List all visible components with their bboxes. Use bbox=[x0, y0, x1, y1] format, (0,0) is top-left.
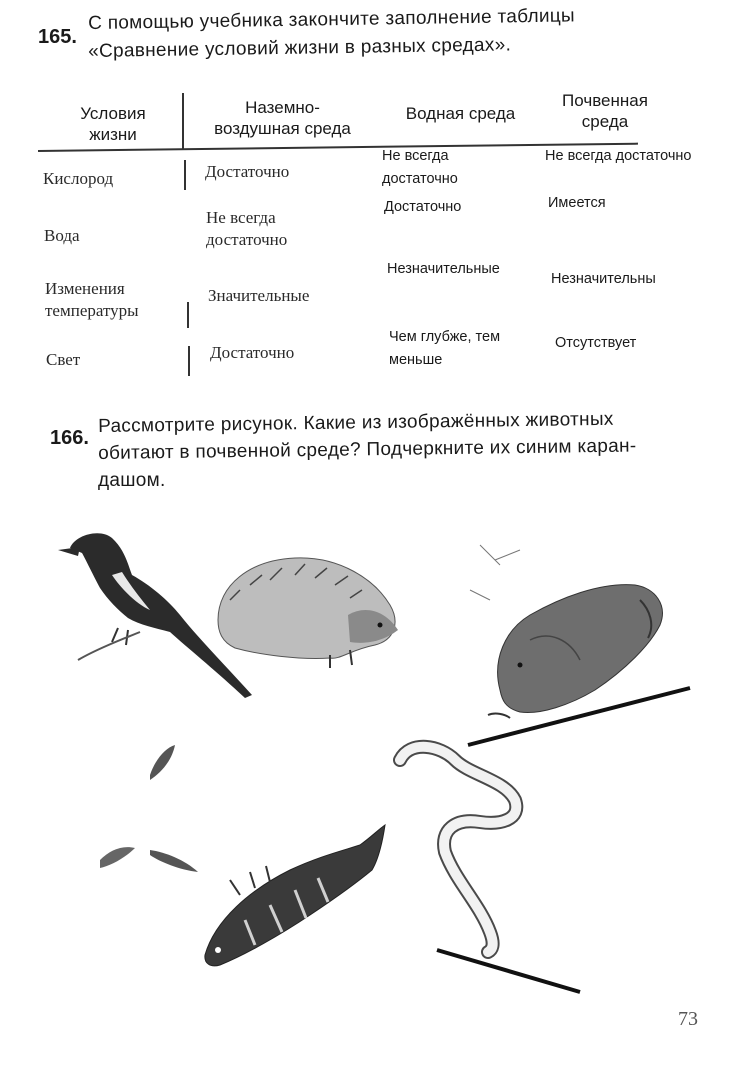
hedgehog-drawing bbox=[218, 558, 398, 668]
row-light-land-air: Достаточно bbox=[210, 343, 295, 362]
row-water-land-air-line-2: достаточно bbox=[206, 230, 288, 249]
task-165-text-line-2: «Сравнение условий жизни в разных средах». bbox=[88, 34, 512, 62]
task-166-text-line-3: дашом. bbox=[98, 470, 166, 491]
row-water-land-air-line-1: Не всегда bbox=[206, 208, 276, 227]
task-166-text-line-2: обитают в почвенной среде? Подчеркните их синим каран- bbox=[98, 435, 637, 464]
row-temperature-condition-line-2: температуры bbox=[45, 301, 139, 320]
row-temperature-condition-line-1: Изменения bbox=[45, 279, 125, 298]
header-water-line-1: Водная среда bbox=[405, 104, 516, 123]
task-165-number: 165. bbox=[38, 26, 77, 48]
row-oxygen-water-line-1: Не всегда bbox=[382, 148, 449, 164]
earthworm-drawing bbox=[400, 747, 516, 952]
header-land-air-line-1: Наземно- bbox=[245, 98, 320, 117]
row-oxygen-water-line-2: достаточно bbox=[382, 171, 458, 187]
header-soil-line-1: Почвенная bbox=[562, 91, 648, 110]
page-number: 73 bbox=[678, 1008, 698, 1030]
fish-drawing bbox=[205, 825, 385, 966]
row-temperature-land-air: Значительные bbox=[208, 286, 310, 305]
row-light-soil: Отсутствует bbox=[555, 335, 637, 351]
row-light-condition: Свет bbox=[46, 350, 81, 369]
row-water-condition: Вода bbox=[44, 226, 80, 245]
row-light-water-line-1: Чем глубже, тем bbox=[389, 329, 501, 345]
row-temperature-soil: Незначительны bbox=[551, 271, 656, 287]
row-oxygen-land-air: Достаточно bbox=[205, 162, 290, 181]
header-land-air-line-2: воздушная среда bbox=[214, 119, 351, 138]
header-conditions-line-1: Условия bbox=[80, 104, 146, 123]
task-166-text-line-1: Рассмотрите рисунок. Какие из изображённых животных bbox=[98, 408, 614, 437]
small-fish-drawing bbox=[100, 745, 198, 872]
row-oxygen-soil: Не всегда достаточно bbox=[545, 148, 692, 164]
header-soil-line-2: среда bbox=[581, 112, 629, 131]
earthworm-underline bbox=[437, 950, 580, 992]
row-light-water-line-2: меньше bbox=[389, 352, 443, 368]
row-temperature-water: Незначительные bbox=[387, 261, 500, 277]
mole-drawing bbox=[470, 545, 662, 718]
task-166-number: 166. bbox=[50, 427, 89, 449]
row-oxygen-condition: Кислород bbox=[43, 169, 114, 188]
row-water-water: Достаточно bbox=[384, 199, 462, 215]
row-water-soil: Имеется bbox=[548, 195, 606, 211]
task-165-text-line-1: С помощью учебника закончите заполнение таблицы bbox=[88, 5, 576, 34]
header-conditions-line-2: жизни bbox=[89, 125, 137, 144]
